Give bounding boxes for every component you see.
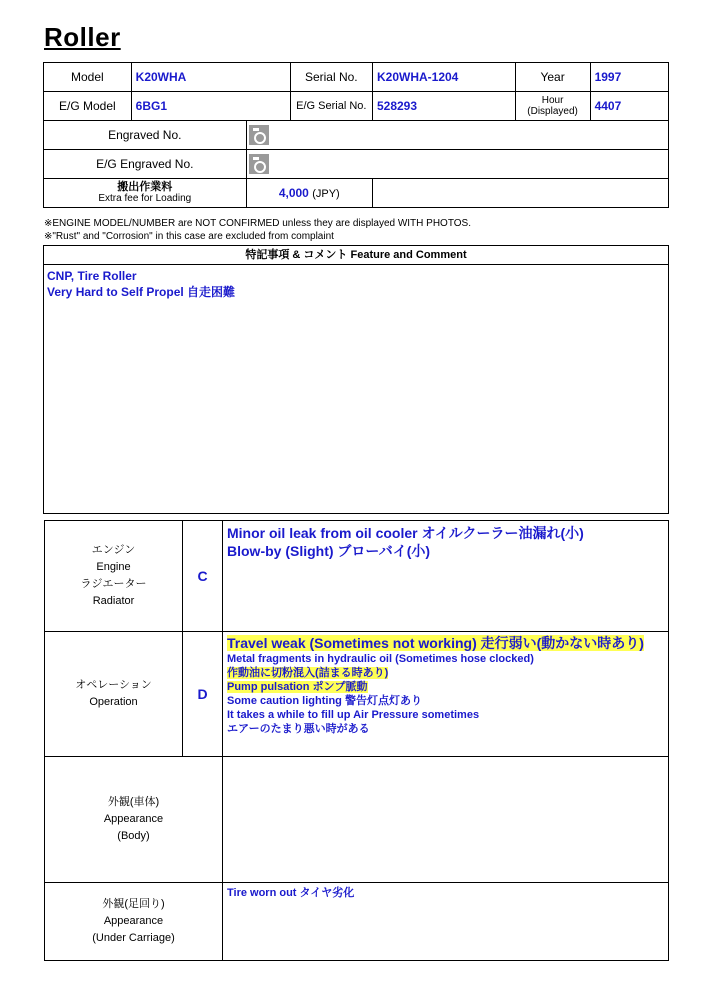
- hour-label-line1: Hour: [541, 95, 564, 106]
- eg-engraved-value: [246, 150, 668, 179]
- engine-comments: [223, 521, 669, 632]
- hour-label-line2: (Displayed): [527, 106, 578, 117]
- model-label: Model: [44, 63, 132, 92]
- comment-line: Very Hard to Self Propel 自走困難: [47, 285, 236, 299]
- engine-grade: C: [183, 521, 223, 632]
- comment-body: [44, 265, 668, 303]
- year-label: Year: [515, 63, 590, 92]
- fee-unit: (JPY): [312, 188, 340, 200]
- comment-line: CNP, Tire Roller: [47, 269, 137, 283]
- engine-label: [45, 521, 183, 632]
- eg-engraved-label: E/G Engraved No.: [44, 150, 247, 179]
- fee-value: 4,000: [278, 186, 309, 200]
- comment-line: 作動油に切粉混入(詰まる時あり): [227, 667, 389, 679]
- comment-line: Metal fragments in hydraulic oil (Sometimes hose clocked): [227, 653, 534, 665]
- fee-blank: [372, 179, 668, 208]
- year-value: 1997: [590, 63, 668, 92]
- engine-label-en: Engine: [96, 561, 131, 573]
- comment-line: Some caution lighting 警告灯点灯あり: [227, 695, 422, 707]
- note-engine: ※ENGINE MODEL/NUMBER are NOT CONFIRMED unless they are displayed WITH PHOTOS.: [44, 218, 471, 229]
- eg-serial-value: 528293: [372, 92, 515, 121]
- operation-label-jp: オペレーション: [75, 679, 152, 691]
- fee-value-cell: [246, 179, 372, 208]
- eg-model-label: E/G Model: [44, 92, 132, 121]
- radiator-label-jp: ラジエーター: [80, 578, 147, 590]
- undercarriage-label-jp: 外観(足回り): [102, 898, 165, 910]
- comment-box: [43, 245, 669, 514]
- comment-line: エアーのたまり悪い時がある: [227, 723, 370, 735]
- spec-table: [43, 62, 669, 208]
- comment-line: Minor oil leak from oil cooler オイルクーラー油漏れ(小): [227, 525, 584, 541]
- hour-label: [515, 92, 590, 121]
- comment-header: 特記事項 & コメント Feature and Comment: [44, 246, 668, 265]
- comment-line: Pump pulsation ポンプ脈動: [227, 681, 368, 693]
- undercarriage-label-en2: (Under Carriage): [92, 932, 175, 944]
- fee-label: [44, 179, 247, 208]
- serial-label: Serial No.: [290, 63, 372, 92]
- engraved-value: [246, 121, 668, 150]
- body-label-jp: 外観(車体): [107, 796, 160, 808]
- operation-label-en: Operation: [89, 696, 138, 708]
- serial-value: K20WHA-1204: [372, 63, 515, 92]
- undercarriage-label: [45, 883, 223, 961]
- operation-comments: [223, 632, 669, 757]
- engine-label-jp: エンジン: [91, 544, 136, 556]
- body-comments: [223, 757, 669, 883]
- comment-line: It takes a while to fill up Air Pressure sometimes: [227, 709, 480, 721]
- condition-table: [44, 520, 669, 961]
- note-rust: ※"Rust" and "Corrosion" in this case are excluded from complaint: [44, 231, 334, 242]
- hour-value: 4407: [590, 92, 668, 121]
- fee-label-jp: 搬出作業料: [117, 181, 173, 193]
- comment-line: Tire worn out タイヤ劣化: [227, 887, 355, 899]
- operation-label: [45, 632, 183, 757]
- camera-icon[interactable]: [249, 154, 269, 174]
- radiator-label-en: Radiator: [92, 595, 135, 607]
- undercarriage-comments: [223, 883, 669, 961]
- body-label: [45, 757, 223, 883]
- engraved-label: Engraved No.: [44, 121, 247, 150]
- eg-model-value: 6BG1: [131, 92, 290, 121]
- operation-grade: D: [183, 632, 223, 757]
- body-label-en2: (Body): [117, 830, 150, 842]
- comment-line: Travel weak (Sometimes not working) 走行弱い(動かない時あり): [227, 635, 644, 651]
- undercarriage-label-en: Appearance: [103, 915, 164, 927]
- camera-icon[interactable]: [249, 125, 269, 145]
- eg-serial-label: E/G Serial No.: [290, 92, 372, 121]
- page-title: Roller: [44, 22, 121, 52]
- model-value: K20WHA: [131, 63, 290, 92]
- comment-line: Blow-by (Slight) ブローバイ(小): [227, 543, 431, 559]
- body-label-en: Appearance: [103, 813, 164, 825]
- fee-label-en: Extra fee for Loading: [98, 193, 192, 204]
